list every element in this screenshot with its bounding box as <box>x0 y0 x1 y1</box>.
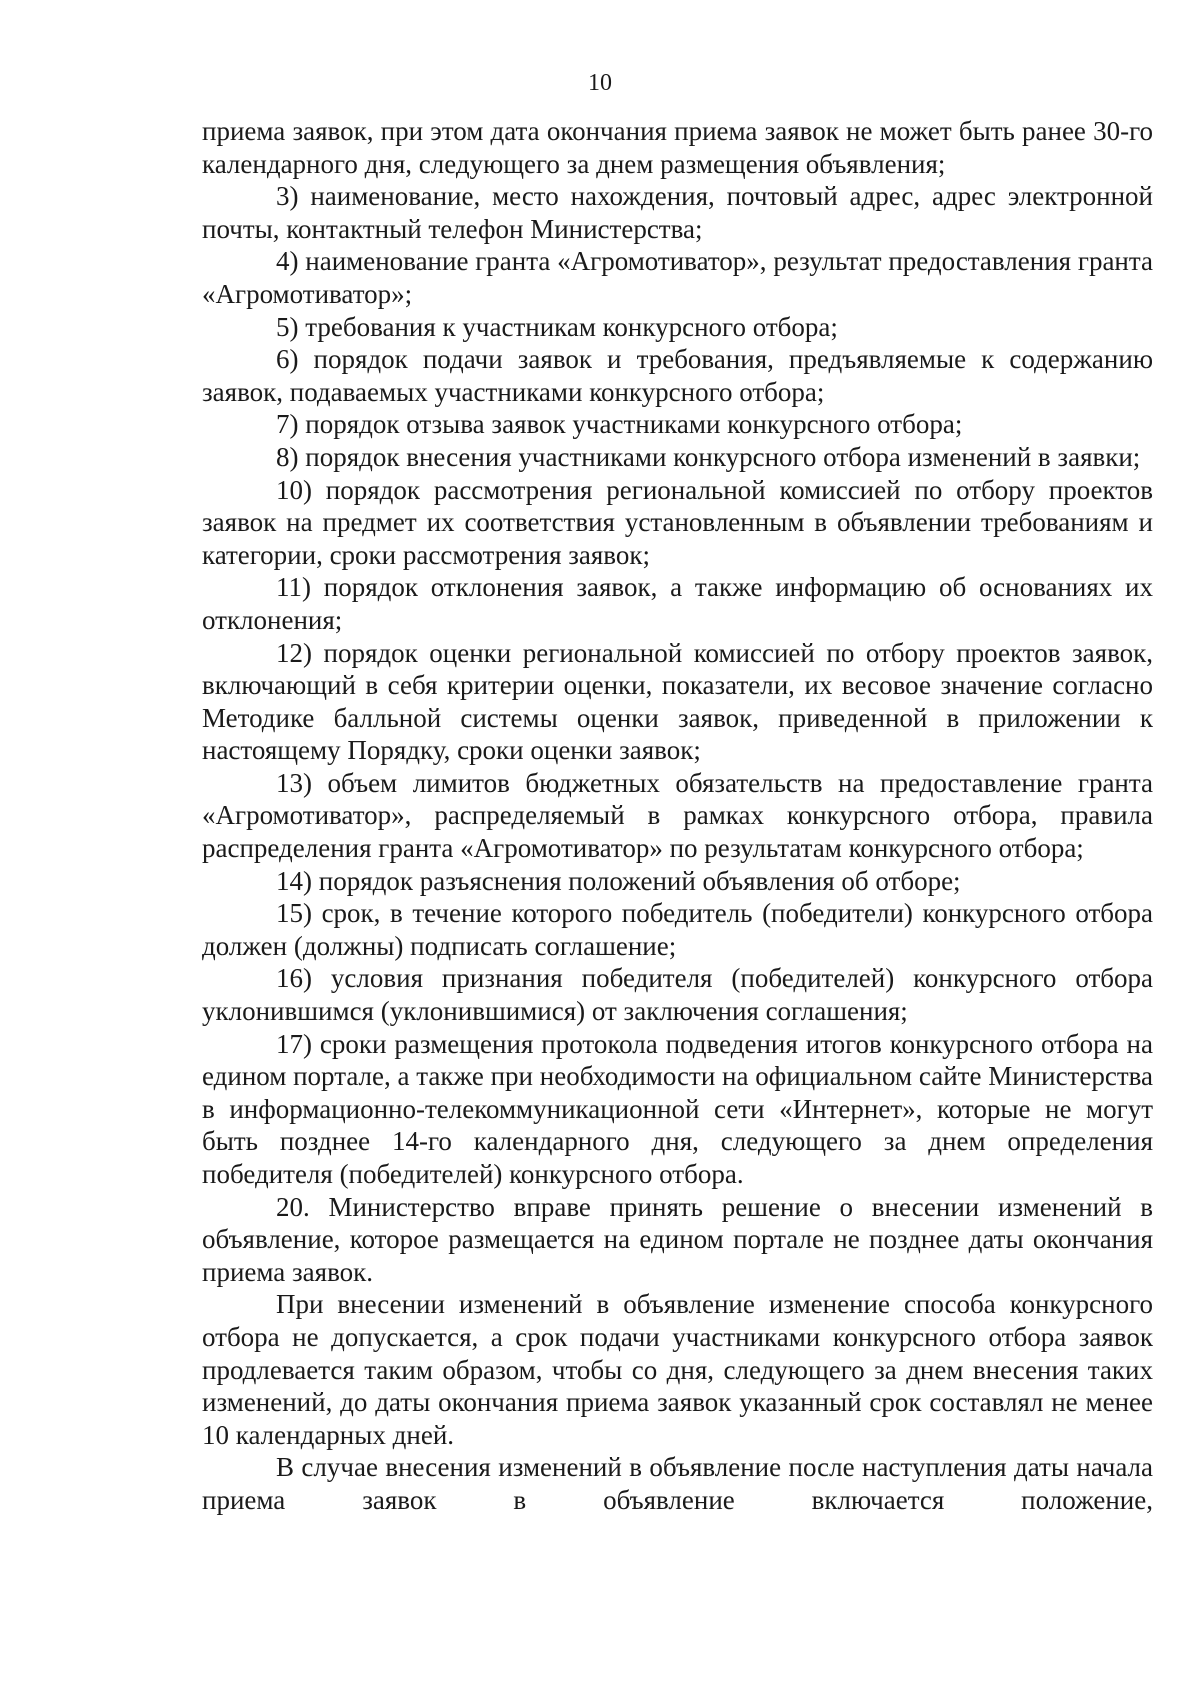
list-item-10: 10) порядок рассмотрения региональной комиссией по отбору проектов заявок на предмет их соответствия установленным в объявлении требованиям и категории, сроки рассмотрения заявок; <box>202 474 1153 570</box>
page-number: 10 <box>588 70 612 96</box>
list-item-17: 17) сроки размещения протокола подведения итогов конкурсного отбора на едином портале, а также при необходимости на официальном сайте Министерства в информационно-телекоммуникационной сети «Интернет», которые не могут быть позднее 14-го календарного дня, следующего за днем определения победителя (победителей) конкурсного отбора. <box>202 1028 1153 1189</box>
document-body <box>202 115 1153 1517</box>
list-item-7: 7) порядок отзыва заявок участниками конкурсного отбора; <box>276 409 963 440</box>
list-item-8: 8) порядок внесения участниками конкурсного отбора изменений в заявки; <box>276 441 1141 472</box>
list-item-12: 12) порядок оценки региональной комиссией по отбору проектов заявок, включающий в себя критерии оценки, показатели, их весовое значение согласно Методике балльной системы оценки заявок, приведенной в приложении к настоящему Порядку, сроки оценки заявок; <box>202 637 1153 766</box>
list-item-11: 11) порядок отклонения заявок, а также информацию об основаниях их отклонения; <box>202 572 1153 635</box>
amendment-rules-paragraph: При внесении изменений в объявление изменение способа конкурсного отбора не допускается, а срок подачи участниками конкурсного отбора заявок продлевается таким образом, чтобы со дня, следующего за днем внесения таких изменений, до даты окончания приема заявок указанный срок составлял не менее 10 календарных дней. <box>202 1289 1153 1450</box>
list-item-15: 15) срок, в течение которого победитель (победители) конкурсного отбора должен (должны) подписать соглашение; <box>202 898 1153 961</box>
list-item-16: 16) условия признания победителя (победителей) конкурсного отбора уклонившимся (уклонившимися) от заключения соглашения; <box>202 963 1153 1027</box>
list-item-6: 6) порядок подачи заявок и требования, предъявляемые к содержанию заявок, подаваемых участниками конкурсного отбора; <box>202 344 1153 407</box>
list-item-14: 14) порядок разъяснения положений объявления об отборе; <box>276 865 961 896</box>
amendment-after-start-paragraph: В случае внесения изменений в объявление после наступления даты начала приема заявок в объявление включается положение, <box>202 1452 1153 1515</box>
paragraph-intro-continuation: приема заявок, при этом дата окончания приема заявок не может быть ранее 30-го календарного дня, следующего за днем размещения объявления; <box>202 116 1153 179</box>
section-20-paragraph: 20. Министерство вправе принять решение о внесении изменений в объявление, которое размещается на едином портале не позднее даты окончания приема заявок. <box>202 1191 1153 1287</box>
list-item-3: 3) наименование, место нахождения, почтовый адрес, адрес электронной почты, контактный телефон Министерства; <box>202 181 1153 244</box>
list-item-5: 5) требования к участникам конкурсного отбора; <box>276 311 838 342</box>
list-item-4: 4) наименование гранта «Агромотиватор», результат предоставления гранта «Агромотиватор»; <box>202 246 1153 309</box>
list-item-13: 13) объем лимитов бюджетных обязательств на предоставление гранта «Агромотиватор», распределяемый в рамках конкурсного отбора, правила распределения гранта «Агромотиватор» по результатам конкурсного отбора; <box>202 767 1153 864</box>
